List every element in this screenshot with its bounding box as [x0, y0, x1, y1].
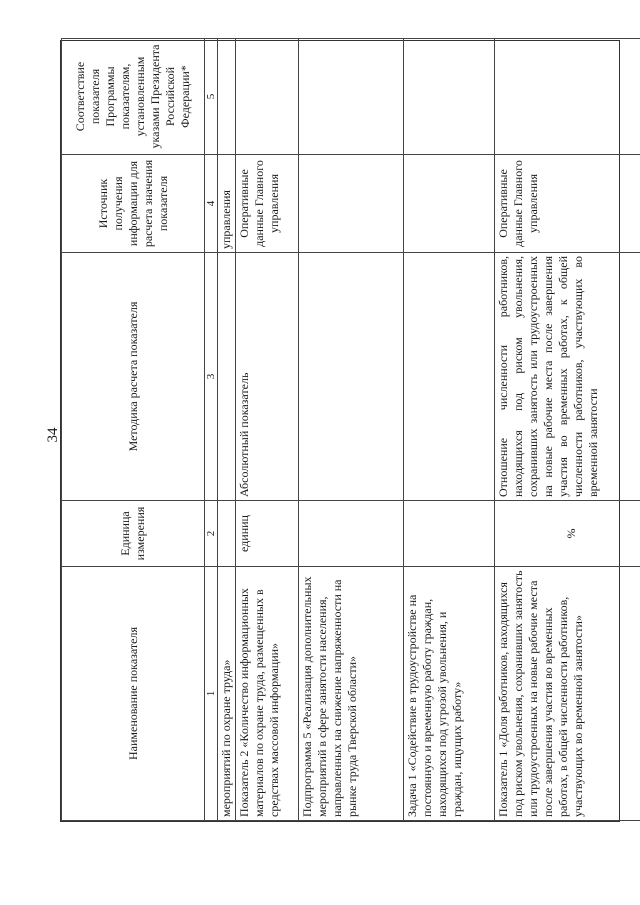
- unit-cell: %: [495, 501, 640, 567]
- rotated-page-area: [60, 40, 620, 822]
- source-cell: управления: [218, 155, 236, 253]
- method-cell: Отношение численности работников, находящихся под риском увольнения, сохранивших занятость или трудоустроенных на новые рабочие места после завершения участия во временных работах, к общей численности работников, участвующих во временной занятости: [495, 253, 640, 501]
- column-number: 3: [205, 253, 218, 501]
- conformity-cell: [236, 39, 299, 155]
- table-row: [218, 39, 236, 821]
- header-source: Источник получения информации для расчета значения показателя: [62, 155, 205, 253]
- column-number: 2: [205, 501, 218, 567]
- method-cell: Абсолютный показатель: [236, 253, 299, 501]
- indicators-table-frame: [60, 40, 620, 822]
- table-row: [495, 39, 640, 821]
- indicator-name-cell: Показатель 2 «Количество информационных материалов по охране труда, размещенных в средствах массовой информации»: [236, 567, 299, 821]
- source-cell: [299, 155, 404, 253]
- indicators-table: [61, 38, 640, 821]
- method-cell: [218, 253, 236, 501]
- unit-cell: [299, 501, 404, 567]
- unit-cell: [218, 501, 236, 567]
- page-number: 34: [45, 427, 61, 443]
- unit-cell: единиц: [236, 501, 299, 567]
- conformity-cell: [299, 39, 404, 155]
- source-cell: Оперативные данные Главного управления: [495, 155, 640, 253]
- conformity-cell: [404, 39, 495, 155]
- column-number: 5: [205, 39, 218, 155]
- method-cell: [404, 253, 495, 501]
- header-indicator-name: Наименование показателя: [62, 567, 205, 821]
- source-cell: Оперативные данные Главного управления: [236, 155, 299, 253]
- conformity-cell: [218, 39, 236, 155]
- table-row: [404, 39, 495, 821]
- column-number: 4: [205, 155, 218, 253]
- indicator-name-cell: Подпрограмма 5 «Реализация дополнительных мероприятий в сфере занятости населения, направленных на снижение напряженности на рынке труда Тверской области»: [299, 567, 404, 821]
- unit-cell: [404, 501, 495, 567]
- header-conformity: Соответствие показателя Программы показателям, установленным указами Президента Российской Федерации*: [62, 39, 205, 155]
- column-number: 1: [205, 567, 218, 821]
- indicator-name-cell: Задача 1 «Содействие в трудоустройстве на постоянную и временную работу граждан, находящихся под угрозой увольнения, и граждан, ищущих работу»: [404, 567, 495, 821]
- table-header-row: [62, 39, 205, 821]
- conformity-cell: [495, 39, 640, 155]
- table-row: [299, 39, 404, 821]
- source-cell: [404, 155, 495, 253]
- table-row: [236, 39, 299, 821]
- method-cell: [299, 253, 404, 501]
- indicator-name-cell: Показатель 1 «Доля работников, находящихся под риском увольнения, сохранивших занятость или трудоустроенных на новые рабочие места после завершения участия во временных работах, в общей численности работников, участвующих во временной занятости»: [495, 567, 640, 821]
- header-method: Методика расчета показателя: [62, 253, 205, 501]
- indicator-name-cell: мероприятий по охране труда»: [218, 567, 236, 821]
- column-number-row: [205, 39, 218, 821]
- header-unit: Единица измерения: [62, 501, 205, 567]
